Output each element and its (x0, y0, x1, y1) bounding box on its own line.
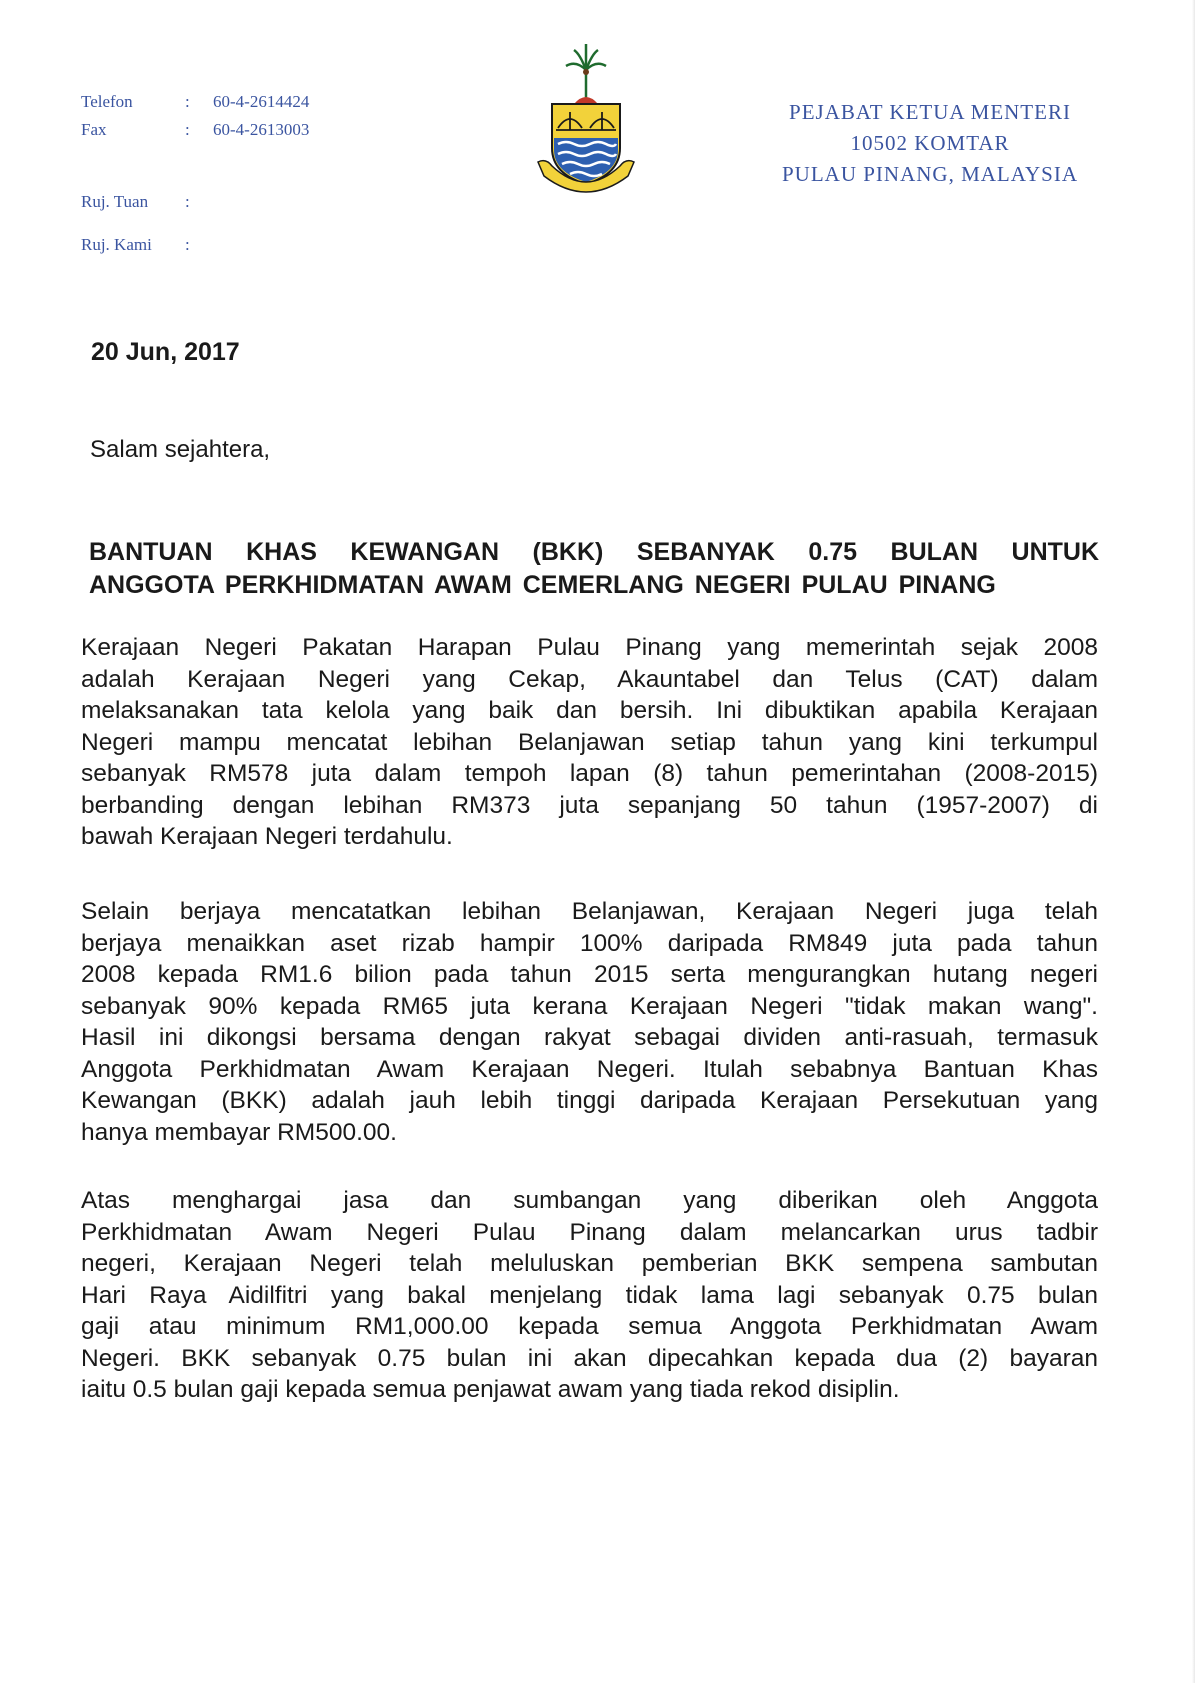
office-name: PEJABAT KETUA MENTERI (789, 100, 1071, 124)
paragraph-2 (81, 896, 1098, 1148)
office-address (730, 97, 1130, 190)
paragraph-line: Kerajaan Negeri Pakatan Harapan Pulau Pinang yang memerintah sejak 2008 (81, 634, 1098, 661)
our-ref-row (81, 235, 190, 278)
fax-label: Fax (81, 120, 107, 139)
our-ref-label: Ruj. Kami (81, 235, 152, 254)
paragraph-line: sebanyak 90% kepada RM65 juta kerana Kerajaan Negeri "tidak makan wang". (81, 992, 1098, 1020)
paragraph-line: sebanyak RM578 juta dalam tempoh lapan (8) tahun pemerintahan (2008-2015) (81, 760, 1098, 787)
paragraph-line: Hasil ini dikongsi bersama dengan rakyat sebagai dividen anti-rasuah, termasuk (81, 1024, 1098, 1051)
paragraph-line: bawah Kerajaan Negeri terdahulu. (81, 823, 453, 850)
paragraph-3 (81, 1185, 1098, 1406)
paragraph-line: berjaya menaikkan aset rizab hampir 100% daripada RM849 juta pada tahun (81, 929, 1098, 957)
penang-crest-icon (536, 38, 636, 198)
paragraph-line: hanya membayar RM500.00. (81, 1118, 397, 1146)
contact-block (81, 88, 309, 144)
paragraph-line: Atas menghargai jasa dan sumbangan yang diberikan oleh Anggota (81, 1187, 1098, 1214)
greeting: Salam sejahtera, (90, 436, 271, 463)
our-ref-separator: : (185, 235, 190, 254)
paragraph-line: melaksanakan tata kelola yang baik dan bersih. Ini dibuktikan apabila Kerajaan (81, 697, 1098, 724)
phone-label: Telefon (81, 92, 133, 111)
paragraph-line: iaitu 0.5 bulan gaji kepada semua penjawat awam yang tiada rekod disiplin. (81, 1376, 900, 1403)
fax-separator: : (185, 120, 190, 139)
paragraph-line: Perkhidmatan Awam Negeri Pulau Pinang dalam melancarkan urus tadbir (81, 1218, 1098, 1246)
paragraph-line: negeri, Kerajaan Negeri telah meluluskan pemberian BKK sempena sambutan (81, 1250, 1098, 1277)
your-ref-label: Ruj. Tuan (81, 192, 149, 211)
phone-number: 60-4-2614424 (213, 92, 310, 111)
your-ref-row (81, 192, 190, 235)
paragraph-line: 2008 kepada RM1.6 bilion pada tahun 2015 serta mengurangkan hutang negeri (81, 961, 1098, 988)
your-ref-separator: : (185, 192, 190, 211)
phone-row (81, 88, 309, 116)
office-location: PULAU PINANG, MALAYSIA (782, 162, 1078, 186)
title-line: ANGGOTA PERKHIDMATAN AWAM CEMERLANG NEGERI PULAU PINANG (89, 571, 996, 599)
paragraph-line: berbanding dengan lebihan RM373 juta sepanjang 50 tahun (1957-2007) di (81, 791, 1098, 819)
paragraph-line: Negeri. BKK sebanyak 0.75 bulan ini akan dipecahkan kepada dua (2) bayaran (81, 1344, 1098, 1372)
fax-number: 60-4-2613003 (213, 120, 310, 139)
paragraph-line: gaji atau minimum RM1,000.00 kepada semua Anggota Perkhidmatan Awam (81, 1313, 1098, 1340)
paragraph-1 (81, 632, 1098, 853)
paragraph-line: Negeri mampu mencatat lebihan Belanjawan setiap tahun yang kini terkumpul (81, 728, 1098, 756)
office-postcode: 10502 KOMTAR (850, 131, 1010, 155)
paragraph-line: Anggota Perkhidmatan Awam Kerajaan Negeri. Itulah sebabnya Bantuan Khas (81, 1055, 1098, 1083)
fax-row (81, 116, 309, 144)
paragraph-line: Hari Raya Aidilfitri yang bakal menjelang tidak lama lagi sebanyak 0.75 bulan (81, 1281, 1098, 1309)
paragraph-line: Kewangan (BKK) adalah jauh lebih tinggi daripada Kerajaan Persekutuan yang (81, 1087, 1098, 1114)
phone-separator: : (185, 92, 190, 111)
reference-block (81, 192, 190, 278)
title-line: BANTUAN KHAS KEWANGAN (BKK) SEBANYAK 0.75 BULAN UNTUK (89, 538, 1099, 566)
letter-date: 20 Jun, 2017 (91, 338, 240, 366)
paragraph-line: adalah Kerajaan Negeri yang Cekap, Akauntabel dan Telus (CAT) dalam (81, 665, 1098, 693)
paragraph-line: Selain berjaya mencatatkan lebihan Belanjawan, Kerajaan Negeri juga telah (81, 898, 1098, 925)
letter-title (89, 536, 1099, 602)
